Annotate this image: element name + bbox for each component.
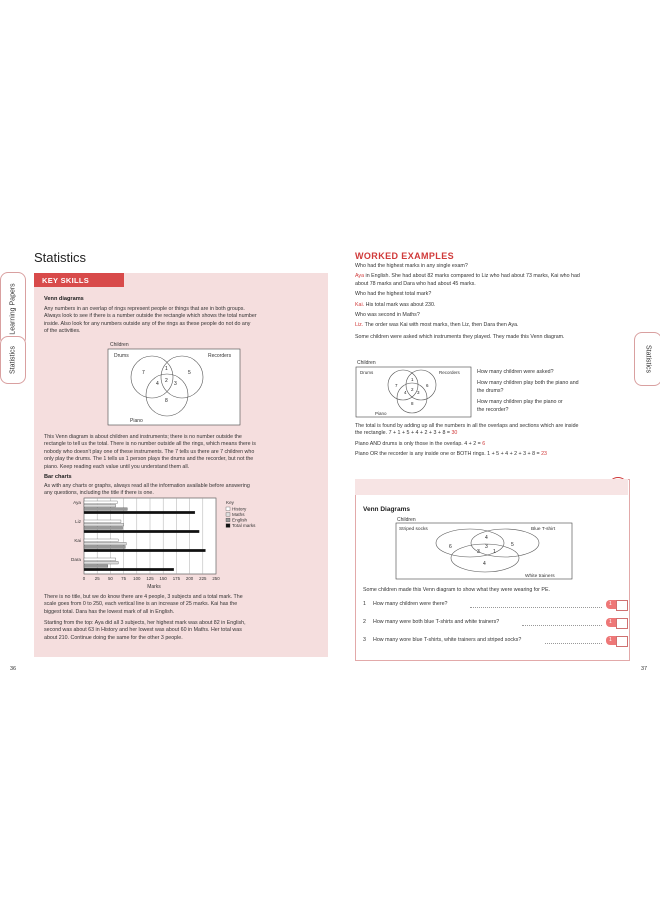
text-line: Starting from the top: Aya did all 3 subjects, her highest mark was about 82 in English, bbox=[44, 620, 246, 626]
legend-entry: Total marks bbox=[232, 523, 256, 529]
venn-value: 5 bbox=[511, 542, 514, 548]
venn-title: Children bbox=[357, 360, 376, 366]
venn-value: 4 bbox=[156, 381, 159, 387]
text-line: nobody who doesn't play one of these instruments. The 7 tells us there are 7 children who bbox=[44, 448, 255, 455]
venn-value: 1 bbox=[165, 366, 168, 372]
legend-entry: English bbox=[232, 517, 248, 523]
venn-label-socks: Striped socks bbox=[399, 527, 428, 532]
question-text: Who had the highest total mark? bbox=[355, 291, 432, 298]
question-text: How many wore blue T-shirts, white trainers and striped socks? bbox=[373, 637, 522, 643]
venn-label-drums: Drums bbox=[114, 353, 129, 359]
tick-label: 175 bbox=[172, 576, 181, 581]
answer-text: His total mark was about 230. bbox=[364, 301, 436, 308]
bar-history bbox=[84, 520, 121, 523]
solution-text: Piano AND drums is only those in the overlap. 4 + 2 = bbox=[355, 440, 483, 447]
text-line: biggest total. Dara has the lowest mark of all in English. bbox=[44, 608, 175, 615]
tab-statistics-right[interactable] bbox=[634, 332, 660, 386]
venn-diagram-instruments bbox=[104, 340, 244, 428]
mark-box[interactable] bbox=[616, 636, 628, 647]
answer-line[interactable] bbox=[545, 643, 602, 644]
question-number: 3 bbox=[363, 637, 366, 643]
venn-value: 8 bbox=[165, 398, 168, 404]
answer-name: Aya bbox=[355, 273, 365, 280]
chart-categories bbox=[71, 500, 82, 562]
venn-value: 3 bbox=[174, 381, 177, 387]
mark-badge bbox=[606, 636, 616, 645]
venn-label-recorders: Recorders bbox=[439, 370, 460, 375]
venn-label-recorders: Recorders bbox=[208, 353, 232, 359]
mark-value: 1 bbox=[609, 637, 612, 643]
tab-learning-papers[interactable] bbox=[0, 272, 26, 346]
venn-intro: Some children were asked which instruments they played. They made this Venn diagram. bbox=[355, 333, 565, 340]
tick-label: 75 bbox=[121, 576, 127, 581]
solution-line bbox=[355, 451, 640, 458]
bar-maths bbox=[84, 523, 124, 526]
mark-badge bbox=[606, 618, 616, 627]
legend-swatch bbox=[226, 513, 230, 517]
bar-english bbox=[84, 508, 127, 511]
chart-ticks bbox=[83, 576, 220, 581]
venn-value: 6 bbox=[426, 383, 429, 388]
text-line: scale goes from 0 to 250, each vertical line is an increase of 25 marks. Kai has the bbox=[44, 601, 238, 608]
mark-box[interactable] bbox=[616, 618, 628, 629]
answer-line bbox=[355, 273, 635, 280]
solution-answer: 30 bbox=[451, 430, 458, 437]
legend-swatch bbox=[226, 524, 230, 528]
venn-value: 5 bbox=[188, 370, 191, 376]
answer-name: Kai. bbox=[355, 301, 365, 308]
venn-label-piano: Piano bbox=[130, 418, 143, 424]
tab-statistics-right-label: Statistics bbox=[644, 344, 652, 374]
text-line: rectangle to tell us the total. There is no number outside all the rings, which means there is bbox=[44, 441, 256, 448]
side-questions bbox=[477, 369, 627, 414]
venn-label-trainers: White trainers bbox=[525, 574, 555, 579]
tick-label: 100 bbox=[133, 576, 141, 581]
venn-diagram-worked bbox=[355, 358, 473, 418]
chart-legend bbox=[226, 500, 256, 528]
worked-solutions bbox=[355, 423, 640, 459]
tab-statistics-left[interactable] bbox=[0, 336, 26, 384]
tick-label: 125 bbox=[146, 576, 154, 581]
bar-maths bbox=[84, 542, 126, 545]
answer-text: in English. She had about 82 marks compared to Liz who had about 73 marks, Kai who had bbox=[364, 273, 580, 280]
worked-examples-heading: WORKED EXAMPLES bbox=[355, 251, 455, 261]
bar-total-marks bbox=[84, 549, 205, 552]
venn-heading: Venn diagrams bbox=[44, 296, 84, 302]
venn-value: 1 bbox=[493, 549, 496, 555]
tick-label: 50 bbox=[107, 576, 113, 581]
tab-statistics-left-label: Statistics bbox=[9, 345, 17, 375]
tick-label: 200 bbox=[185, 576, 194, 581]
bar-history bbox=[84, 558, 116, 561]
side-question: How many children play the piano or bbox=[477, 399, 563, 406]
venn-value: 2 bbox=[411, 387, 414, 392]
answer-line[interactable] bbox=[522, 625, 602, 626]
question-text: How many were both blue T-shirts and white trainers? bbox=[373, 619, 500, 625]
solution-line bbox=[355, 430, 640, 437]
venn-value: 4 bbox=[485, 535, 488, 541]
question-text: How many children were there? bbox=[373, 601, 448, 607]
category-label: Kai bbox=[74, 538, 81, 543]
page-title-left: Statistics bbox=[34, 250, 87, 265]
tick-label: 250 bbox=[212, 576, 220, 581]
bar-english bbox=[84, 546, 125, 549]
key-skills-title: KEY SKILLS bbox=[42, 276, 90, 285]
tab-learning-papers-label: Learning Papers bbox=[9, 283, 17, 335]
tick-label: 25 bbox=[94, 576, 100, 581]
solution-answer: 23 bbox=[541, 451, 547, 458]
answer-line[interactable] bbox=[470, 607, 602, 608]
side-question: How many children play both the piano and bbox=[477, 380, 579, 387]
bar-history bbox=[84, 501, 117, 504]
venn-label-drums: Drums bbox=[360, 370, 374, 375]
answer-line bbox=[355, 302, 635, 309]
bar-heading: Bar charts bbox=[44, 474, 72, 480]
legend-entry: History bbox=[232, 506, 247, 512]
question-text: Who had the highest marks in any single exam? bbox=[355, 263, 468, 269]
key-skills-header bbox=[34, 273, 124, 287]
venn-value: 1 bbox=[411, 377, 414, 382]
answer-text: The order was Kai with most marks, then Liz, then Dara then Aya. bbox=[363, 322, 519, 329]
venn-explanation-text bbox=[44, 434, 324, 471]
solution-text: the rectangle. 7 + 1 + 5 + 4 + 2 + 3 + 8 = bbox=[355, 430, 452, 437]
venn-diagram-pe bbox=[395, 515, 575, 581]
category-label: Aya bbox=[73, 500, 81, 505]
text-line: Any numbers in an overlap of rings represent people or things that are in both groups. bbox=[44, 306, 245, 312]
exercise-box-top bbox=[355, 479, 628, 495]
text-line: This Venn diagram is about children and instruments; there is no number outside the bbox=[44, 434, 242, 440]
legend-swatch bbox=[226, 518, 230, 522]
mark-value: 1 bbox=[609, 601, 612, 607]
bar-explanation-text-2 bbox=[44, 620, 324, 642]
venn-value: 4 bbox=[483, 561, 486, 567]
tick-label: 150 bbox=[159, 576, 167, 581]
bar-total-marks bbox=[84, 530, 199, 533]
text-line: about 210. Continue doing the same for the other 3 people. bbox=[44, 634, 183, 641]
answer-name: Liz. bbox=[355, 322, 364, 329]
tick-label: 225 bbox=[199, 576, 207, 581]
bar-explanation-text bbox=[44, 594, 324, 616]
text-line: Always look to see if there is a number outside the rectangle which shows the total number bbox=[44, 313, 257, 320]
venn-label-tshirt: Blue T-shirt bbox=[531, 527, 556, 532]
bar-history bbox=[84, 539, 118, 542]
venn-value: 4 bbox=[404, 390, 407, 395]
answer-line-2: about 78 marks and Dara who had about 45 marks. bbox=[355, 280, 476, 287]
side-question: the drums? bbox=[477, 387, 504, 394]
tick-label: 0 bbox=[82, 576, 86, 581]
venn-value: 3 bbox=[417, 390, 420, 395]
venn-title: Children bbox=[110, 342, 129, 348]
venn-title: Children bbox=[397, 517, 416, 523]
text-line: There is no title, but we do know there are 4 people, 3 subjects and a total mark. The bbox=[44, 594, 243, 600]
venn-value: 8 bbox=[411, 401, 414, 406]
category-label: Liz bbox=[75, 519, 81, 524]
question-text: Who was second in Maths? bbox=[355, 312, 420, 319]
solution-line: The total is found by adding up all the numbers in all the overlaps and sections which are inside bbox=[355, 423, 579, 429]
text-line: inside. Also look for any numbers outside any of the rings as these people do not do any bbox=[44, 320, 251, 327]
venn-value: 6 bbox=[449, 544, 452, 550]
text-line: second was about 63 in History and her lowest was about 60 in Maths. Her total was bbox=[44, 627, 242, 634]
text-line: As with any charts or graphs, always read all the information available before answering bbox=[44, 483, 250, 489]
mark-box[interactable] bbox=[616, 600, 628, 611]
category-label: Dara bbox=[71, 557, 81, 562]
bar-english bbox=[84, 527, 123, 530]
worked-examples-text bbox=[355, 263, 635, 341]
venn-label-piano: Piano bbox=[375, 411, 387, 416]
exercise-intro: Some children made this Venn diagram to show what they were wearing for PE. bbox=[363, 587, 550, 593]
side-question: How many children were asked? bbox=[477, 369, 554, 375]
venn-rectangle bbox=[108, 349, 240, 425]
bar-maths bbox=[84, 561, 118, 564]
mark-badge bbox=[606, 600, 616, 609]
bar-english bbox=[84, 565, 108, 568]
page-number-left: 36 bbox=[10, 666, 17, 672]
solution-answer: 6 bbox=[482, 440, 486, 447]
question-number: 1 bbox=[363, 601, 366, 607]
question-number: 2 bbox=[363, 619, 366, 625]
chart-xlabel: Marks bbox=[147, 584, 161, 590]
venn-value: 3 bbox=[485, 544, 488, 550]
bar-total-marks bbox=[84, 568, 174, 571]
legend-swatch bbox=[226, 507, 230, 511]
venn-value: 7 bbox=[142, 370, 145, 376]
bar-total-marks bbox=[84, 511, 195, 514]
bar-chart-marks bbox=[60, 496, 280, 590]
venn-value: 2 bbox=[165, 378, 168, 384]
text-line: any questions, including the title if there is one. bbox=[44, 490, 154, 497]
legend-entry: Maths bbox=[232, 511, 245, 517]
answer-line bbox=[355, 322, 635, 329]
solution-text: Piano OR the recorder is any inside one or BOTH rings. 1 + 5 + 4 + 2 + 3 + 8 = bbox=[355, 451, 542, 458]
exercise-heading: Venn Diagrams bbox=[363, 506, 410, 513]
page-number-right: 37 bbox=[641, 666, 648, 672]
bar-maths bbox=[84, 504, 116, 507]
venn-value: 7 bbox=[395, 383, 398, 388]
text-line: of the activities. bbox=[44, 328, 81, 335]
venn-value: 3 bbox=[477, 549, 480, 555]
solution-line bbox=[355, 441, 640, 448]
text-line: only play the drums. The 1 tells us 1 person plays the drums and the recorder, but not the bbox=[44, 456, 254, 463]
mark-value: 1 bbox=[609, 619, 612, 625]
venn-intro-text bbox=[44, 306, 324, 336]
legend-title: Key bbox=[226, 500, 234, 505]
side-question: the recorder? bbox=[477, 406, 509, 413]
text-line: piano. Keep reading each value until you understand them all. bbox=[44, 463, 190, 470]
